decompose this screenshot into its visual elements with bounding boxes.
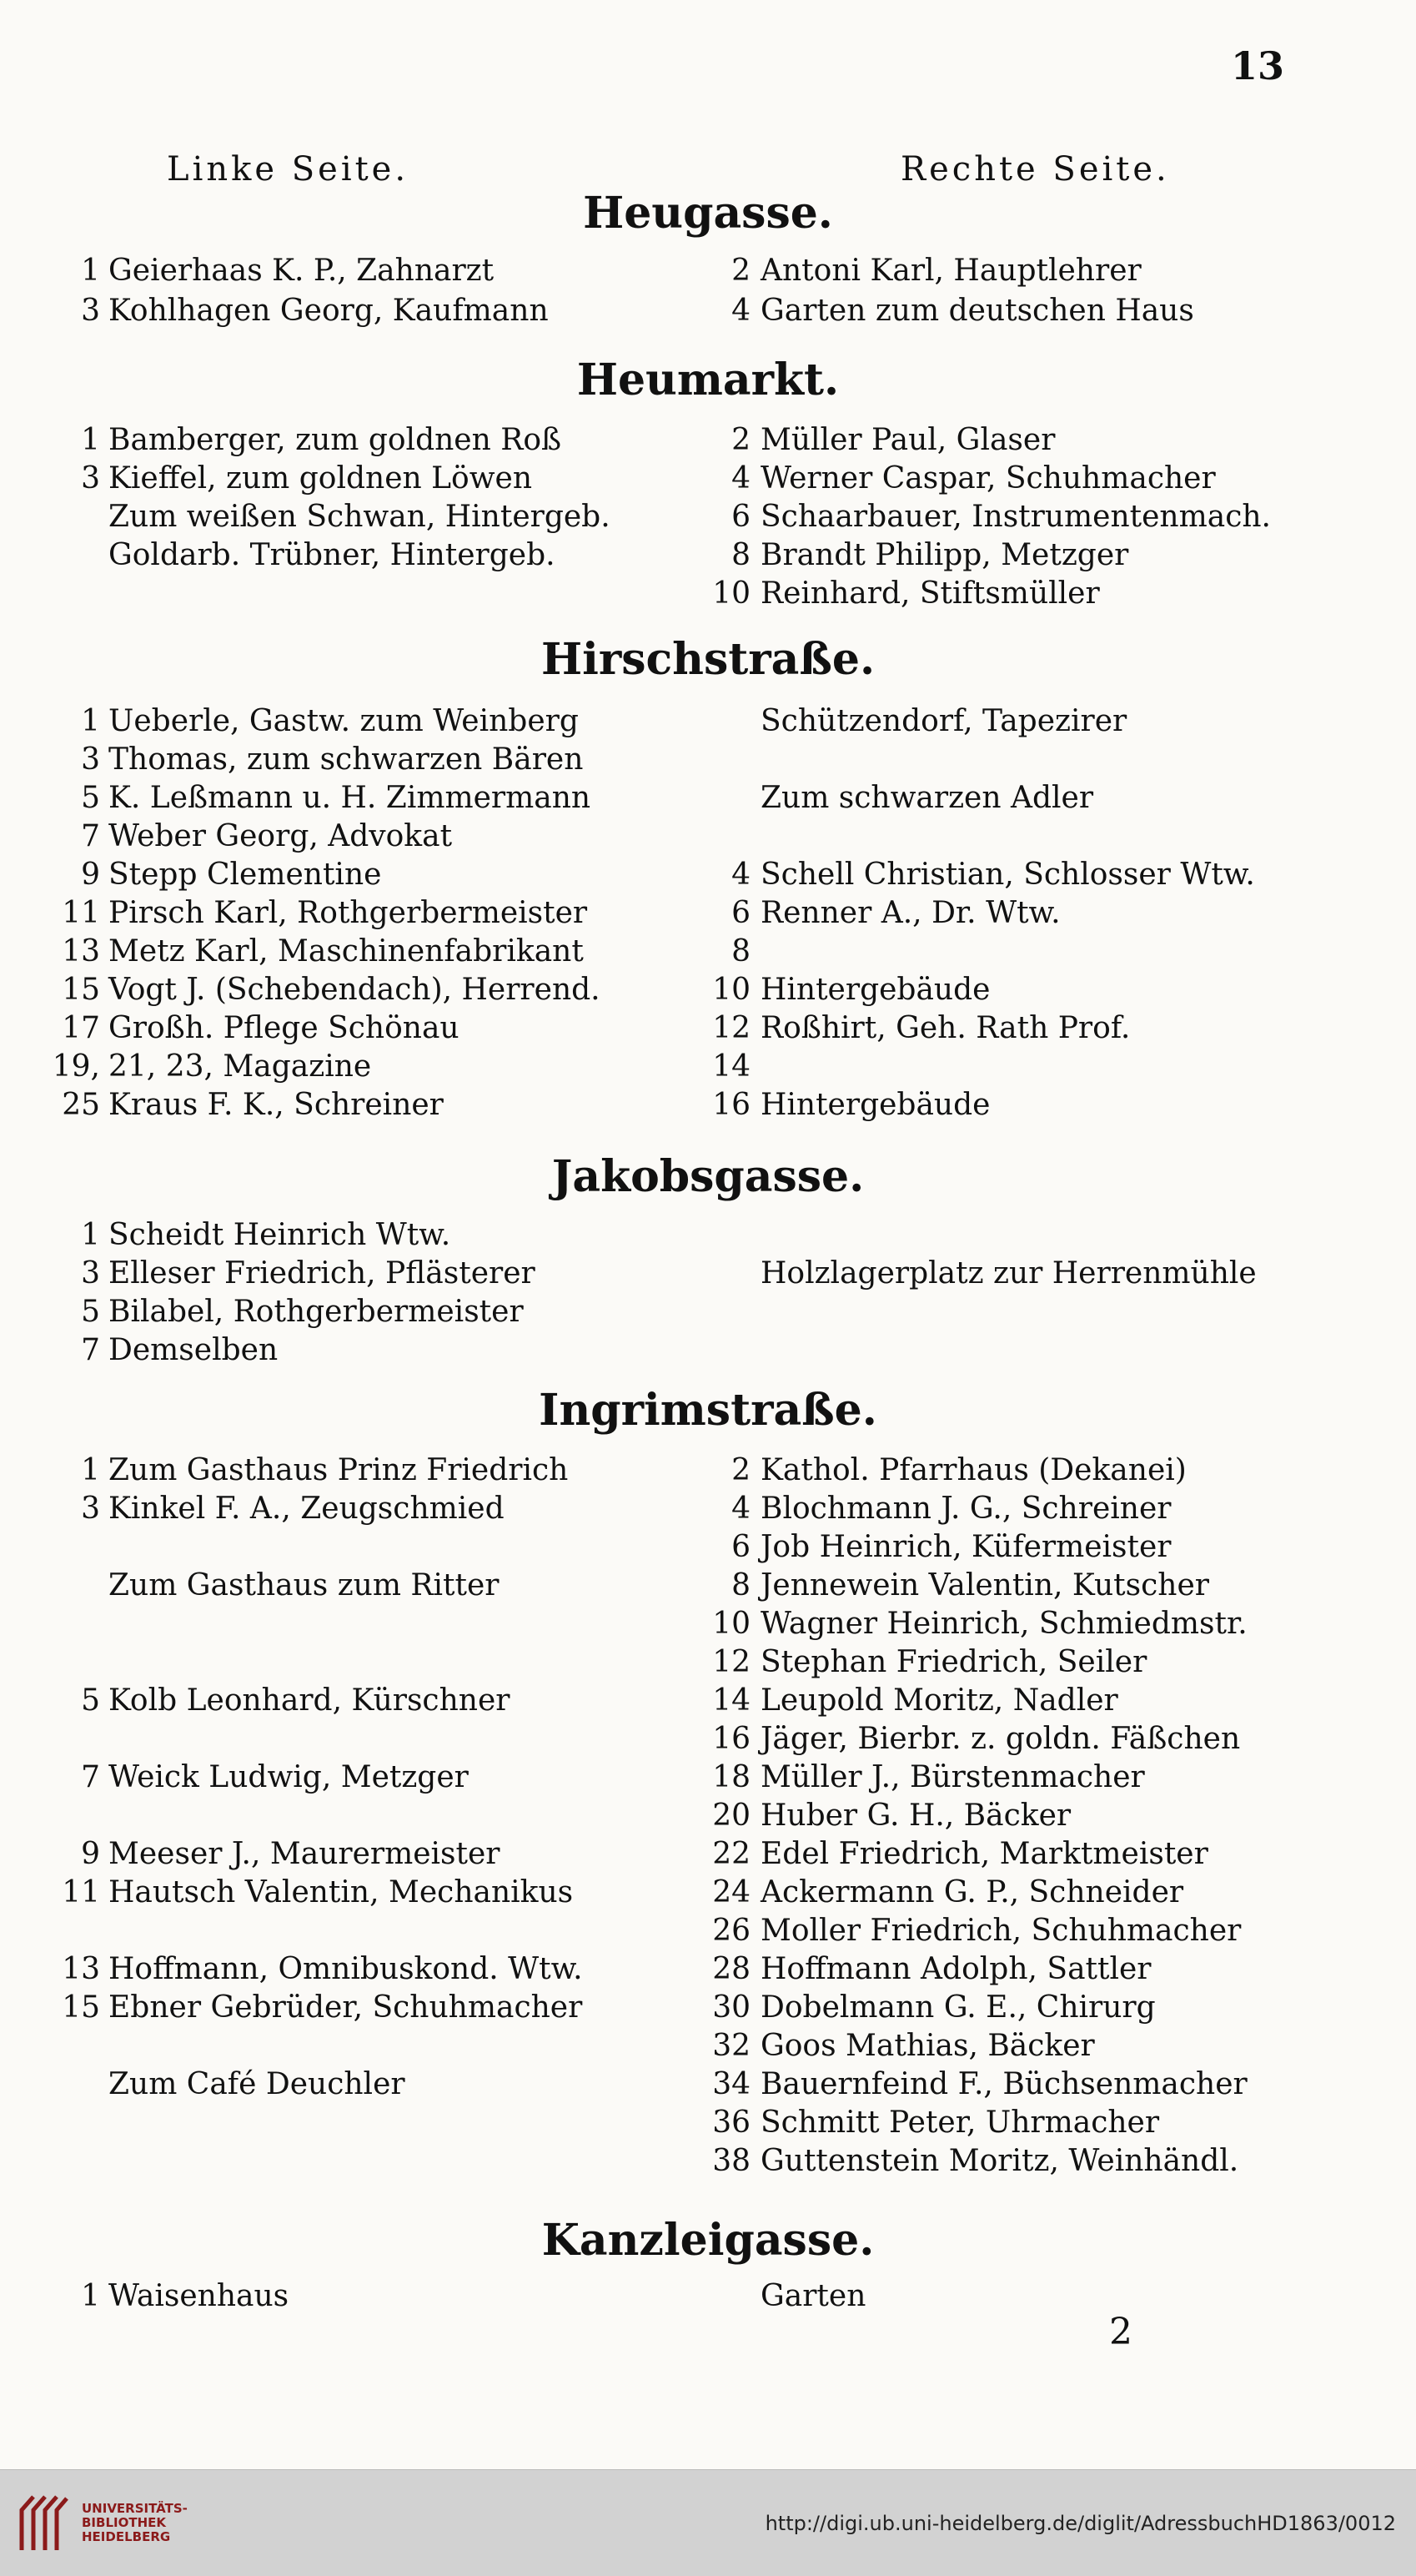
right-house-number: 16 xyxy=(712,1722,751,1756)
left-resident: Metz Karl, Maschinenfabrikant xyxy=(108,934,584,969)
left-house-number: 7 xyxy=(81,1333,100,1367)
left-resident: Hoffmann, Omnibuskond. Wtw. xyxy=(108,1952,583,1986)
left-side-heading: Linke Seite. xyxy=(167,150,409,189)
left-resident: Zum Café Deuchler xyxy=(108,2067,405,2101)
right-resident: Jäger, Bierbr. z. goldn. Fäßchen xyxy=(761,1722,1241,1756)
left-resident: Scheidt Heinrich Wtw. xyxy=(108,1218,451,1252)
right-resident: Hintergebäude xyxy=(761,973,991,1007)
right-resident: Leupold Moritz, Nadler xyxy=(761,1683,1118,1718)
right-resident: Bauernfeind F., Büchsenmacher xyxy=(761,2067,1248,2101)
left-house-number: 7 xyxy=(81,1760,100,1794)
right-resident: Moller Friedrich, Schuhmacher xyxy=(761,1914,1242,1948)
left-house-number: 5 xyxy=(81,1683,100,1718)
right-resident: Guttenstein Moritz, Weinhändl. xyxy=(761,2144,1239,2178)
left-resident: Bilabel, Rothgerbermeister xyxy=(108,1295,524,1329)
right-resident: Antoni Karl, Hauptlehrer xyxy=(761,254,1142,288)
left-resident: Kinkel F. A., Zeugschmied xyxy=(108,1492,505,1526)
right-resident: Ackermann G. P., Schneider xyxy=(761,1875,1184,1909)
left-resident: Hautsch Valentin, Mechanikus xyxy=(108,1875,574,1909)
left-resident: Zum Gasthaus zum Ritter xyxy=(108,1568,500,1602)
right-house-number: 8 xyxy=(731,1568,751,1602)
right-house-number: 2 xyxy=(731,1453,751,1487)
left-resident: Stepp Clementine xyxy=(108,858,382,892)
left-resident: Weber Georg, Advokat xyxy=(108,819,453,853)
right-resident: Garten zum deutschen Haus xyxy=(761,294,1194,328)
right-resident: Goos Mathias, Bäcker xyxy=(761,2029,1095,2063)
right-house-number: 10 xyxy=(712,973,751,1007)
left-resident: Kohlhagen Georg, Kaufmann xyxy=(108,294,549,328)
right-house-number: 14 xyxy=(712,1049,751,1084)
left-house-number: 15 xyxy=(62,1990,100,2025)
right-resident: Zum schwarzen Adler xyxy=(761,781,1094,815)
street-heading: Ingrimstraße. xyxy=(539,1385,877,1436)
left-house-number: 9 xyxy=(81,858,100,892)
left-resident: Ueberle, Gastw. zum Weinberg xyxy=(108,704,579,738)
left-resident: Pirsch Karl, Rothgerbermeister xyxy=(108,896,588,930)
right-side-heading: Rechte Seite. xyxy=(901,150,1170,189)
right-house-number: 12 xyxy=(712,1011,751,1045)
right-house-number: 2 xyxy=(731,254,751,288)
printer-signature: 2 xyxy=(1109,2311,1132,2353)
right-house-number: 18 xyxy=(712,1760,751,1794)
right-resident: Hintergebäude xyxy=(761,1088,991,1122)
left-resident: Kolb Leonhard, Kürschner xyxy=(108,1683,510,1718)
street-heading: Jakobsgasse. xyxy=(551,1151,865,1202)
left-resident: Demselben xyxy=(108,1333,279,1367)
right-house-number: 6 xyxy=(731,1530,751,1564)
left-house-number: 11 xyxy=(62,1875,100,1909)
right-house-number: 26 xyxy=(712,1914,751,1948)
right-resident: Dobelmann G. E., Chirurg xyxy=(761,1990,1156,2025)
left-resident: K. Leßmann u. H. Zimmermann xyxy=(108,781,591,815)
right-house-number: 10 xyxy=(712,576,751,611)
right-resident: Job Heinrich, Küfermeister xyxy=(761,1530,1172,1564)
street-heading: Heumarkt. xyxy=(576,355,840,405)
right-house-number: 22 xyxy=(712,1837,751,1871)
right-house-number: 24 xyxy=(712,1875,751,1909)
right-resident: Roßhirt, Geh. Rath Prof. xyxy=(761,1011,1131,1045)
right-resident: Renner A., Dr. Wtw. xyxy=(761,896,1061,930)
right-resident: Schützendorf, Tapezirer xyxy=(761,704,1127,738)
right-house-number: 16 xyxy=(712,1088,751,1122)
left-resident: Vogt J. (Schebendach), Herrend. xyxy=(108,973,600,1007)
left-resident: Bamberger, zum goldnen Roß xyxy=(108,423,562,457)
right-house-number: 10 xyxy=(712,1607,751,1641)
right-house-number: 2 xyxy=(731,423,751,457)
right-house-number: 4 xyxy=(731,1492,751,1526)
left-resident: Zum Gasthaus Prinz Friedrich xyxy=(108,1453,569,1487)
right-resident: Brandt Philipp, Metzger xyxy=(761,538,1129,572)
left-house-number: 5 xyxy=(81,781,100,815)
left-house-number: 15 xyxy=(62,973,100,1007)
left-house-number: 3 xyxy=(81,742,100,777)
right-resident: Holzlagerplatz zur Herrenmühle xyxy=(761,1256,1257,1291)
right-house-number: 14 xyxy=(712,1683,751,1718)
left-resident: Ebner Gebrüder, Schuhmacher xyxy=(108,1990,583,2025)
right-resident: Wagner Heinrich, Schmiedmstr. xyxy=(761,1607,1248,1641)
right-resident: Reinhard, Stiftsmüller xyxy=(761,576,1100,611)
right-resident: Müller Paul, Glaser xyxy=(761,423,1056,457)
right-resident: Jennewein Valentin, Kutscher xyxy=(761,1568,1209,1602)
library-name: UNIVERSITÄTS- BIBLIOTHEK HEIDELBERG xyxy=(82,2501,188,2544)
right-resident: Werner Caspar, Schuhmacher xyxy=(761,461,1216,496)
left-house-number: 3 xyxy=(81,1256,100,1291)
left-resident: Goldarb. Trübner, Hintergeb. xyxy=(108,538,555,572)
footer-bar xyxy=(0,2469,1416,2576)
left-resident: Meeser J., Maurermeister xyxy=(108,1837,500,1871)
left-resident: Zum weißen Schwan, Hintergeb. xyxy=(108,500,610,534)
left-house-number: 1 xyxy=(81,704,100,738)
right-resident: Hoffmann Adolph, Sattler xyxy=(761,1952,1152,1986)
right-house-number: 28 xyxy=(712,1952,751,1986)
left-house-number: 11 xyxy=(62,896,100,930)
left-house-number: 13 xyxy=(62,1952,100,1986)
right-resident: Schaarbauer, Instrumentenmach. xyxy=(761,500,1271,534)
left-resident: Weick Ludwig, Metzger xyxy=(108,1760,469,1794)
left-house-number: 1 xyxy=(81,254,100,288)
right-resident: Müller J., Bürstenmacher xyxy=(761,1760,1145,1794)
right-house-number: 8 xyxy=(731,934,751,969)
right-house-number: 34 xyxy=(712,2067,751,2101)
left-resident: Thomas, zum schwarzen Bären xyxy=(108,742,584,777)
right-resident: Blochmann J. G., Schreiner xyxy=(761,1492,1172,1526)
left-resident: Waisenhaus xyxy=(108,2279,289,2313)
left-house-number: 3 xyxy=(81,1492,100,1526)
right-resident: Kathol. Pfarrhaus (Dekanei) xyxy=(761,1453,1187,1487)
university-library-logo-icon xyxy=(15,2485,73,2557)
right-house-number: 6 xyxy=(731,896,751,930)
left-house-number: 3 xyxy=(81,461,100,496)
left-house-number: 17 xyxy=(62,1011,100,1045)
left-house-number: 25 xyxy=(62,1088,100,1122)
right-house-number: 4 xyxy=(731,294,751,328)
left-resident: 21, 23, Magazine xyxy=(108,1049,372,1084)
left-resident: Großh. Pflege Schönau xyxy=(108,1011,459,1045)
left-house-number: 13 xyxy=(62,934,100,969)
left-resident: Kieffel, zum goldnen Löwen xyxy=(108,461,533,496)
left-house-number: 1 xyxy=(81,2279,100,2313)
left-house-number: 19, xyxy=(52,1049,100,1084)
left-house-number: 3 xyxy=(81,294,100,328)
right-resident: Huber G. H., Bäcker xyxy=(761,1799,1072,1833)
right-house-number: 4 xyxy=(731,858,751,892)
right-house-number: 38 xyxy=(712,2144,751,2178)
street-heading: Kanzleigasse. xyxy=(541,2215,875,2266)
left-resident: Kraus F. K., Schreiner xyxy=(108,1088,444,1122)
source-url[interactable]: http://digi.ub.uni-heidelberg.de/diglit/AdressbuchHD1863/0012 xyxy=(765,2512,1396,2535)
left-house-number: 1 xyxy=(81,423,100,457)
right-house-number: 8 xyxy=(731,538,751,572)
left-house-number: 9 xyxy=(81,1837,100,1871)
street-heading: Heugasse. xyxy=(583,188,833,239)
right-resident: Schell Christian, Schlosser Wtw. xyxy=(761,858,1255,892)
right-resident: Stephan Friedrich, Seiler xyxy=(761,1645,1147,1679)
left-house-number: 1 xyxy=(81,1218,100,1252)
right-resident: Edel Friedrich, Marktmeister xyxy=(761,1837,1208,1871)
right-house-number: 4 xyxy=(731,461,751,496)
right-house-number: 6 xyxy=(731,500,751,534)
left-house-number: 7 xyxy=(81,819,100,853)
right-house-number: 32 xyxy=(712,2029,751,2063)
right-house-number: 20 xyxy=(712,1799,751,1833)
page-number: 13 xyxy=(1230,43,1284,88)
left-house-number: 5 xyxy=(81,1295,100,1329)
street-heading: Hirschstraße. xyxy=(540,634,876,685)
right-house-number: 36 xyxy=(712,2106,751,2140)
right-resident: Schmitt Peter, Uhrmacher xyxy=(761,2106,1160,2140)
right-resident: Garten xyxy=(761,2279,866,2313)
left-resident: Elleser Friedrich, Pflästerer xyxy=(108,1256,535,1291)
left-resident: Geierhaas K. P., Zahnarzt xyxy=(108,254,495,288)
right-house-number: 30 xyxy=(712,1990,751,2025)
right-house-number: 12 xyxy=(712,1645,751,1679)
left-house-number: 1 xyxy=(81,1453,100,1487)
